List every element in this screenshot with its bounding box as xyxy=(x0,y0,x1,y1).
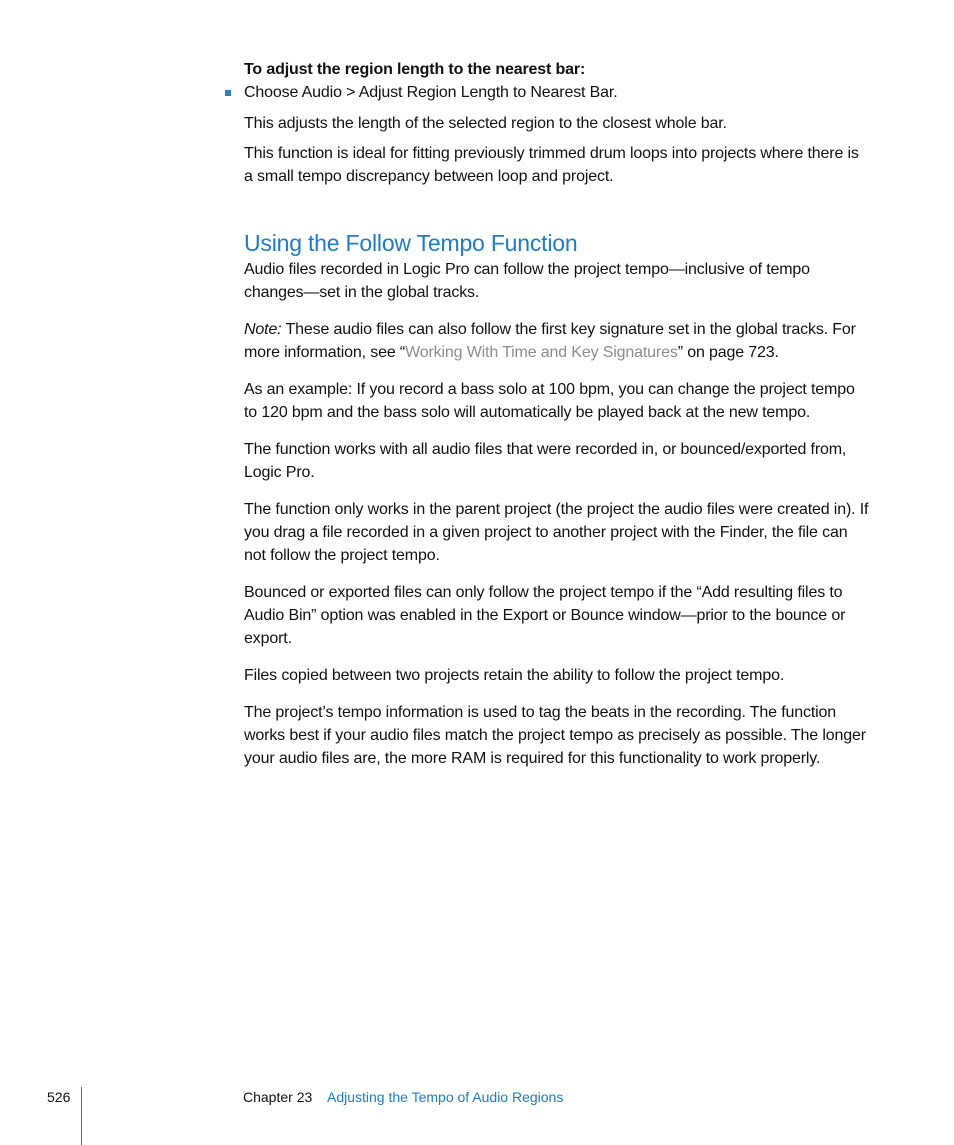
body-paragraph: Bounced or exported files can only follow the project tempo if the “Add resulting files to Audio Bin” option was enabled in the Export or Bounce window—prior to the bounce or export. xyxy=(244,584,846,647)
chapter-title: Adjusting the Tempo of Audio Regions xyxy=(327,1089,564,1105)
task-paragraph: This function is ideal for fitting previously trimmed drum loops into projects where there is a small tempo discrepancy between loop and project. xyxy=(244,145,859,185)
body-paragraph: The function works with all audio files that were recorded in, or bounced/exported from, Logic Pro. xyxy=(244,441,847,481)
note-text: These audio files can also follow the first key signature set in the global tracks. For more information, see “ xyxy=(244,321,856,361)
page-number: 526 xyxy=(47,1089,71,1105)
body-paragraph: Files copied between two projects retain the ability to follow the project tempo. xyxy=(244,667,785,684)
section-intro: Audio files recorded in Logic Pro can follow the project tempo—inclusive of tempo changes—set in the global tracks. xyxy=(244,261,810,301)
footer-divider xyxy=(81,1087,82,1145)
task-step-text: Choose Audio > Adjust Region Length to Nearest Bar. xyxy=(244,84,618,101)
body-paragraph: The project’s tempo information is used to tag the beats in the recording. The function works best if your audio files match the project tempo as precisely as possible. The longer your audio files are, the more RAM is required for this functionality to work properly. xyxy=(244,704,866,767)
page-content xyxy=(244,58,869,770)
cross-reference-link[interactable]: Working With Time and Key Signatures xyxy=(405,344,678,361)
task-step xyxy=(244,81,869,104)
body-paragraph: The function only works in the parent project (the project the audio files were created in). If you drag a file recorded in a given project to another project with the Finder, the file can not follow the project tempo. xyxy=(244,501,869,564)
note-label: Note: xyxy=(244,321,282,338)
section-title: Using the Follow Tempo Function xyxy=(244,230,578,256)
task-heading: To adjust the region length to the nearest bar: xyxy=(244,61,586,78)
chapter-label: Chapter 23 xyxy=(243,1089,313,1105)
square-bullet-icon xyxy=(225,90,231,96)
task-paragraph: This adjusts the length of the selected region to the closest whole bar. xyxy=(244,115,727,132)
note-page-ref: ” on page 723. xyxy=(677,344,779,361)
note-paragraph xyxy=(244,318,869,364)
body-paragraph: As an example: If you record a bass solo at 100 bpm, you can change the project tempo to 120 bpm and the bass solo will automatically be played back at the new tempo. xyxy=(244,381,855,421)
